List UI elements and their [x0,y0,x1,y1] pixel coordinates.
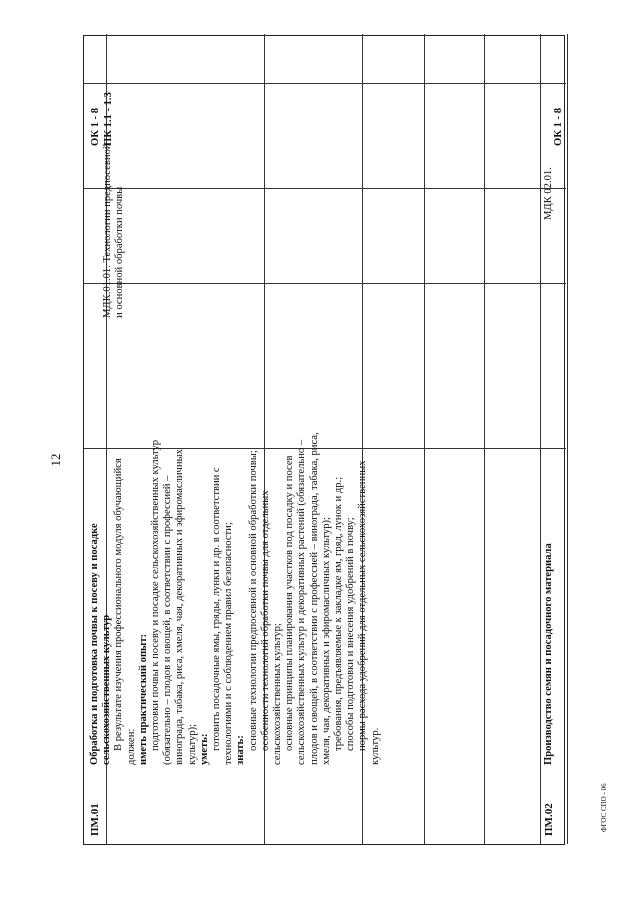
module-description-pm01 [89,430,469,765]
knowledge-item: основные технологии предпосевной и основной обработки почвы; [247,450,259,751]
experience-heading: иметь практический опыт: [137,633,149,765]
module-title-pm01: Обработка и подготовка почвы к посеву и посадке сельскохозяйственных культур [89,523,113,765]
module-title-pm02: Производство семян и посадочного материала [543,543,554,765]
competencies-cell-pm02 [552,48,568,148]
competencies-cell-pm01 [88,38,138,148]
mdk-pm02: МДК 02.01. [543,167,554,220]
page-number: 12 [48,453,63,467]
knowledge-item: требования, предъявляемые к закладке ям, гряд, лунок и др.; [333,476,345,751]
knowledge-item: способы подготовки и внесения удобрений в почву; [345,517,357,751]
module-code-pm01: ПМ.01 [89,803,101,836]
module-intro: В результате изучения профессионального модуля обучающийся должен: [113,458,137,765]
knowledge-item: особенности технологий обработки почвы для отдельных сельскохозяйственных культур; [259,490,284,765]
mdk-pm01: МДК.01.01. Технологии предпосевной и основной обработки почвы [102,143,126,318]
skills-item: готовить посадочные ямы, гряды, лунки и др. в соответствии с технологиями и с соблюдением правил безопасности; [211,467,235,765]
experience-item: подготовки почвы к посеву и посадке сельскохозяйственных культур (обязательно – плодов и овощей, в соответствии с профессией – винограда, табака, риса, хмеля, чая, декоративных и эфиромасличных культур); [150,439,198,765]
footer-standard-code: ФГОС СПО - 06 [600,783,608,832]
knowledge-item: основные принципы планирования участков под посадку и посев сельскохозяйственных культур и декоративных растений (обязательно – плодов и овощей, в соответствии с профессией – винограда, табака, риса, хмеля, чая, декоративных и эфиромасличных культур); [284,432,332,765]
competencies-ok-pm02: ОК 1 - 8 [553,108,564,146]
skills-heading: уметь: [198,733,210,765]
knowledge-heading: знать: [235,735,247,765]
knowledge-item: нормы расхода удобрений для отдельных сельскохозяйственных культур. [357,460,381,765]
row-divider-bottom [567,34,568,844]
competencies-pk-pm01: ПК 1.1 - 1.3 [103,92,114,146]
module-code-pm02: ПМ.02 [543,803,555,836]
competencies-ok-pm01: ОК 1 - 8 [90,108,101,146]
